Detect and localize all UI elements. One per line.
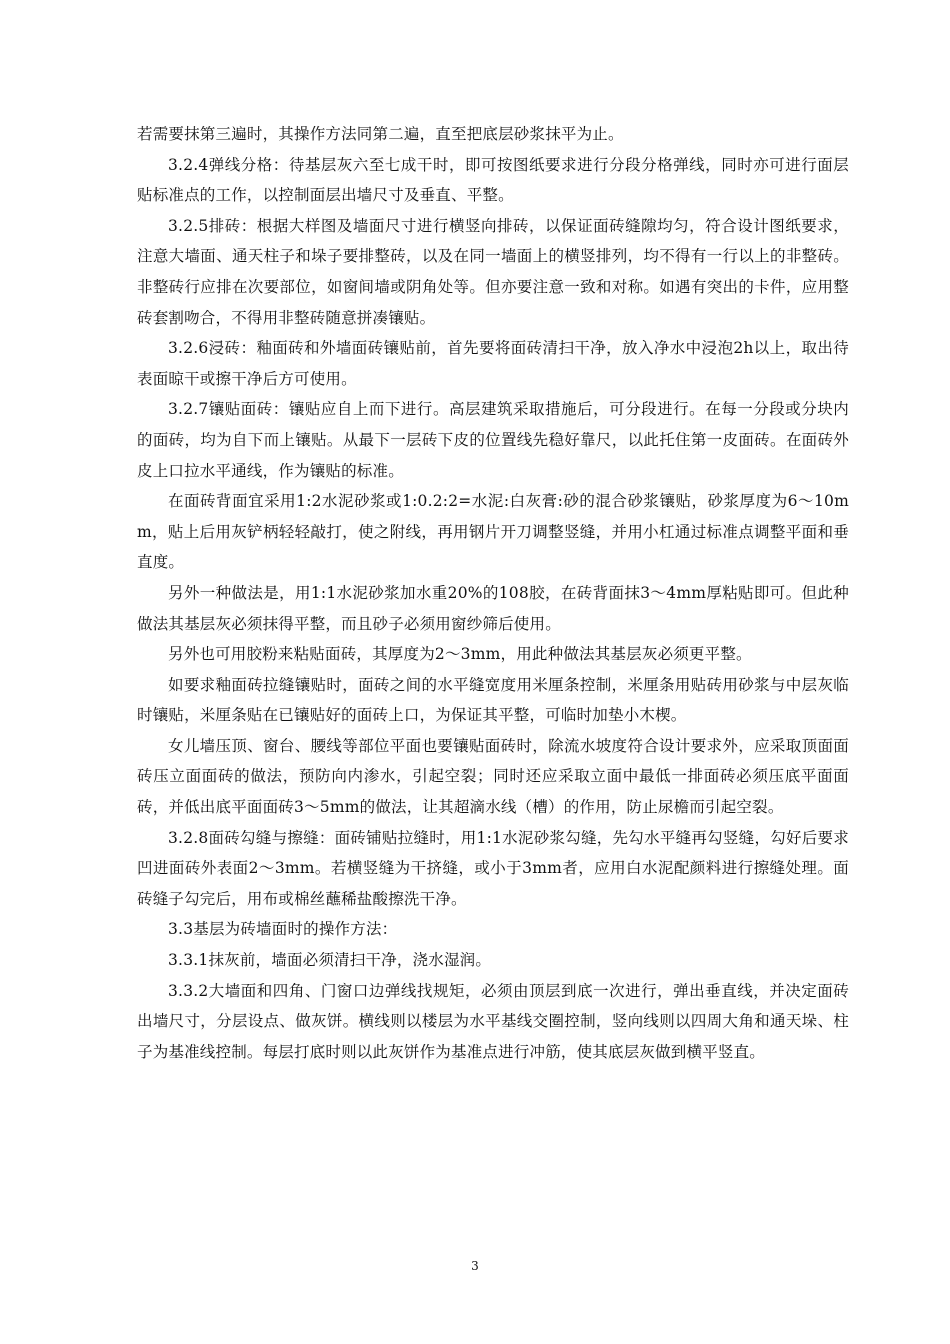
paragraph-4: 3.2.6浸砖：釉面砖和外墙面砖镶贴前，首先要将面砖清扫干净，放入净水中浸泡2h以上，取出待表面晾干或擦干净后方可使用。: [137, 339, 849, 388]
paragraph-2: 3.2.4弹线分格：待基层灰六至七成干时，即可按图纸要求进行分段分格弹线，同时亦可进行面层贴标准点的工作，以控制面层出墙尺寸及垂直、平整。: [137, 155, 849, 205]
paragraph-12: 3.3基层为砖墙面时的操作方法：: [168, 920, 398, 939]
paragraph-5: 3.2.7镶贴面砖：镶贴应自上而下进行。高层建筑采取措施后，可分段进行。在每一分段或分块内的面砖，均为自下而上镶贴。从最下一层砖下皮的位置线先稳好靠尺，以此托住第一皮面砖。在面砖外皮上口拉水平通线，作为镶贴的标准。: [137, 400, 849, 480]
document-body: [137, 119, 849, 1067]
paragraph-9: 如要求釉面砖拉缝镶贴时，面砖之间的水平缝宽度用米厘条控制，米厘条用贴砖用砂浆与中层灰临时镶贴，米厘条贴在已镶贴好的面砖上口，为保证其平整，可临时加垫小木楔。: [137, 675, 849, 725]
paragraph-10: 女儿墙压顶、窗台、腰线等部位平面也要镶贴面砖时，除流水坡度符合设计要求外，应采取顶面面砖压立面面砖的做法，预防向内渗水，引起空裂；同时还应采取立面中最低一排面砖必须压底平面面砖，并低出底平面面砖3～5mm的做法，让其超滴水线（槽）的作用，防止尿檐而引起空裂。: [137, 736, 849, 817]
paragraph-8: 另外也可用胶粉来粘贴面砖，其厚度为2～3mm，用此种做法其基层灰必须更平整。: [168, 645, 752, 664]
paragraph-14: 3.3.2大墙面和四角、门窗口边弹线找规矩，必须由顶层到底一次进行，弹出垂直线，并决定面砖出墙尺寸，分层设点、做灰饼。横线则以楼层为水平基线交圈控制，竖向线则以四周大角和通天垛、柱子为基准线控制。每层打底时则以此灰饼作为基准点进行冲筋，使其底层灰做到横平竖直。: [137, 981, 849, 1061]
paragraph-3: 3.2.5排砖：根据大样图及墙面尺寸进行横竖向排砖，以保证面砖缝隙均匀，符合设计图纸要求，注意大墙面、通天柱子和垛子要排整砖，以及在同一墙面上的横竖排列，均不得有一行以上的非整砖。非整砖行应排在次要部位，如窗间墙或阴角处等。但亦要注意一致和对称。如遇有突出的卡件，应用整砖套割吻合，不得用非整砖随意拼凑镶贴。: [137, 216, 849, 327]
paragraph-6: 在面砖背面宜采用1:2水泥砂浆或1:0.2:2=水泥:白灰膏:砂的混合砂浆镶贴，砂浆厚度为6～10mm，贴上后用灰铲柄轻轻敲打，使之附线，再用钢片开刀调整竖缝，并用小杠通过标准点调整平面和垂直度。: [137, 492, 849, 572]
paragraph-13: 3.3.1抹灰前，墙面必须清扫干净，浇水湿润。: [168, 951, 492, 970]
paragraph-7: 另外一种做法是，用1:1水泥砂浆加水重20%的108胶，在砖背面抹3～4mm厚粘贴即可。但此种做法其基层灰必须抹得平整，而且砂子必须用窗纱筛后使用。: [137, 583, 849, 633]
paragraph-11: 3.2.8面砖勾缝与擦缝：面砖铺贴拉缝时，用1:1水泥砂浆勾缝，先勾水平缝再勾竖缝，勾好后要求凹进面砖外表面2～3mm。若横竖缝为干挤缝，或小于3mm者，应用白水泥配颜料进行擦缝处理。面砖缝子勾完后，用布或棉丝蘸稀盐酸擦洗干净。: [137, 828, 849, 908]
page-number: 3: [471, 1259, 479, 1273]
paragraph-1: 若需要抹第三遍时，其操作方法同第二遍，直至把底层砂浆抹平为止。: [137, 125, 624, 143]
